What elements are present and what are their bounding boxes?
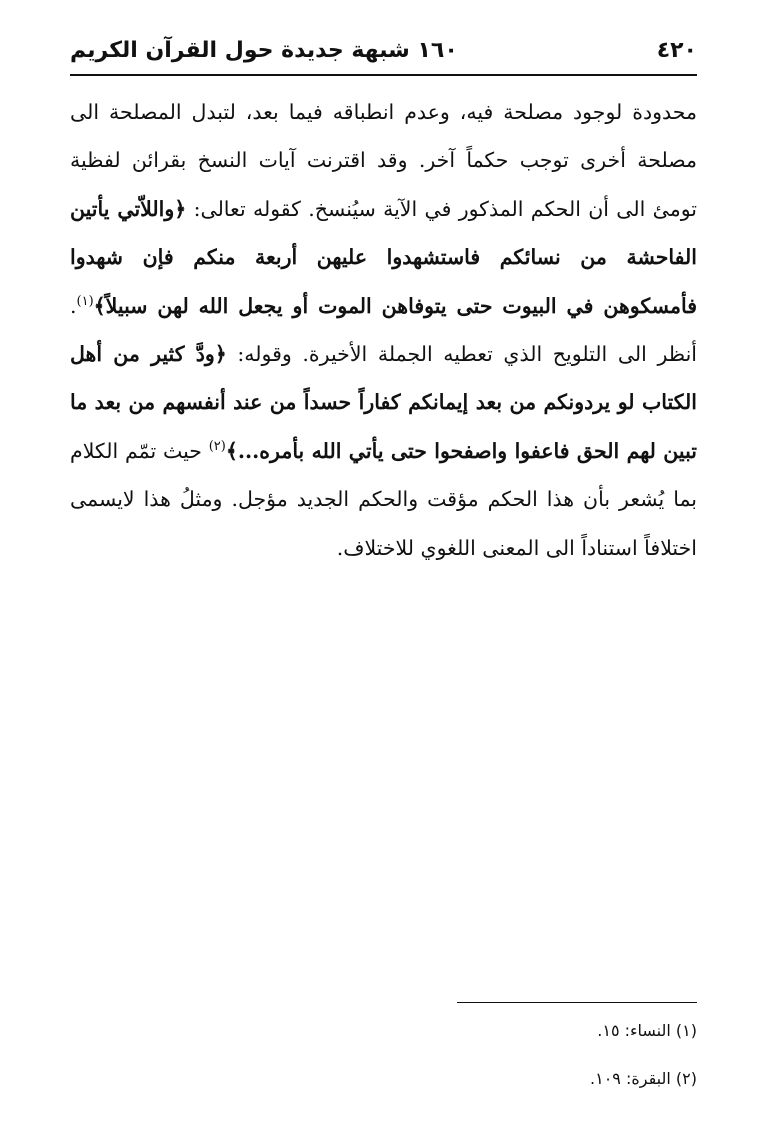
quran-verse-nisa: ﴿واللاّتي يأتين الفاحشة من نسائكم فاستشهدوا عليهن أربعة منكم فإن شهدوا فأمسكوهن في البيوت حتى يتوفاهن الموت أو يجعل الله لهن سبيلاً﴾: [70, 196, 697, 318]
footnote-ref-1: (١): [76, 293, 94, 309]
body-text-part-1: محدودة لوجود مصلحة فيه، وعدم انطباقه فيما بعد، لتبدل المصلحة الى مصلحة أخرى توجب حكماً آخر. وقد اقترنت آيات النسخ بقرائن لفظية تومئ الى أن الحكم المذكور في الآية سيُنسخ. كقوله تعالى:: [70, 100, 698, 221]
body-text-part-3: حيث تمّم الكلام بما يُشعر بأن هذا الحكم مؤقت والحكم الجديد مؤجل. ومثلُ هذا لايسمى اختلافاً استناداً الى المعنى اللغوي للاختلاف.: [70, 438, 697, 560]
footnotes: [70, 1020, 697, 1116]
book-title: ١٦٠ شبهة جديدة حول القرآن الكريم: [70, 37, 458, 63]
footnote-divider: [457, 1002, 697, 1003]
page-number: ٤٢٠: [656, 37, 697, 63]
running-head: [70, 30, 697, 70]
quran-verse-baqara: ﴿ودَّ كثير من أهل الكتاب لو يردونكم من بعد إيمانكم كفاراً حسداً من عند أنفسهم من بعد ما تبين لهم الحق فاعفوا واصفحوا حتى يأتي الله بأمره...﴾: [70, 342, 697, 463]
body-text-part-2: . أنظر الى التلويح الذي تعطيه الجملة الأخيرة. وقوله:: [70, 293, 697, 367]
footnote-ref-2: (٢): [208, 439, 226, 455]
footnote-2: (٢) البقرة: ١٠٩.: [590, 1069, 697, 1088]
header-divider: [70, 74, 697, 76]
footnote-1: (١) النساء: ١٥.: [597, 1021, 697, 1040]
body-paragraph: [70, 88, 697, 572]
